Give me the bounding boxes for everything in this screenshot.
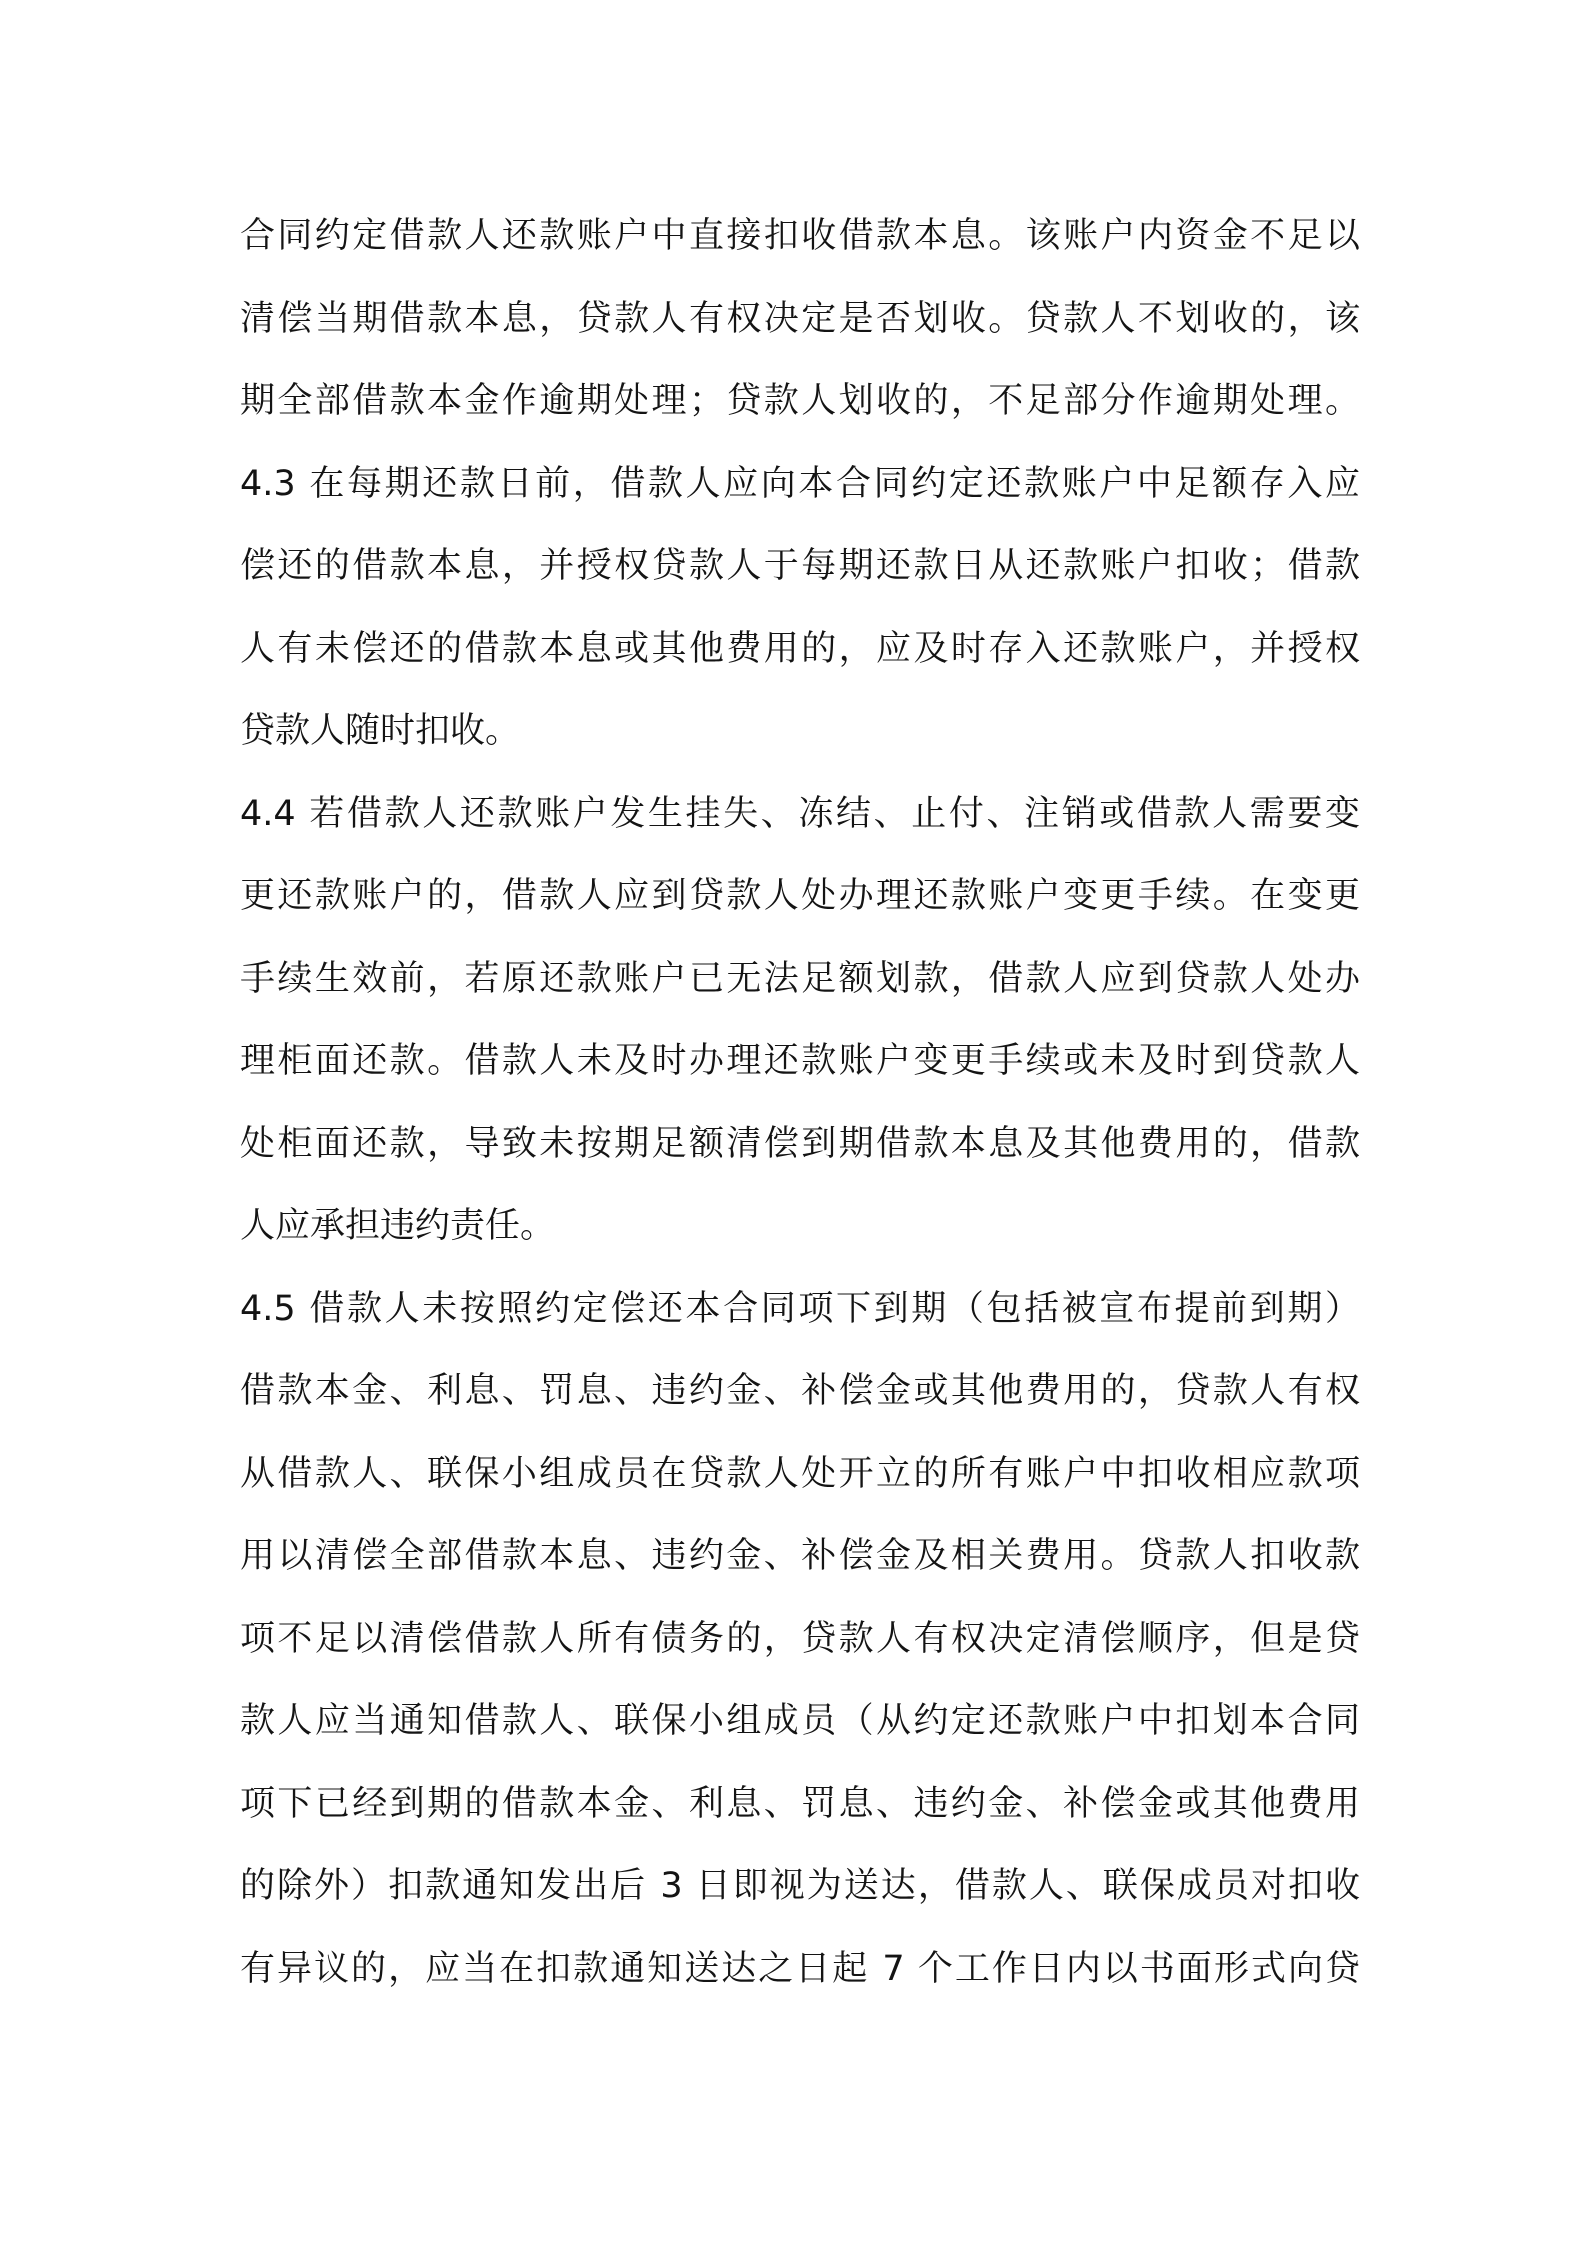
- text-line: 的除外）扣款通知发出后 3 日即视为送达，借款人、联保成员对扣收: [240, 1866, 1360, 1906]
- text-line: 清偿当期借款本息，贷款人有权决定是否划收。贷款人不划收的，该: [240, 298, 1360, 339]
- text-line: 4.3 在每期还款日前，借款人应向本合同约定还款账户中足额存入应: [240, 463, 1360, 504]
- text-line: 从借款人、联保小组成员在贷款人处开立的所有账户中扣收相应款项: [240, 1453, 1360, 1494]
- text-line: 处柜面还款，导致未按期足额清偿到期借款本息及其他费用的，借款: [240, 1123, 1360, 1164]
- text-line: 4.5 借款人未按照约定偿还本合同项下到期（包括被宣布提前到期）: [240, 1288, 1360, 1329]
- text-line: 4.4 若借款人还款账户发生挂失、冻结、止付、注销或借款人需要变: [240, 793, 1360, 834]
- text-line: 偿还的借款本息，并授权贷款人于每期还款日从还款账户扣收；借款: [240, 546, 1360, 586]
- text-line: 人应承担违约责任。: [240, 1206, 556, 1246]
- text-line: 期全部借款本金作逾期处理；贷款人划收的，不足部分作逾期处理。: [240, 381, 1360, 421]
- text-line: 理柜面还款。借款人未及时办理还款账户变更手续或未及时到贷款人: [240, 1041, 1360, 1081]
- document-page: [240, 195, 1360, 2010]
- text-line: 借款本金、利息、罚息、违约金、补偿金或其他费用的，贷款人有权: [240, 1371, 1360, 1411]
- text-line: 用以清偿全部借款本息、违约金、补偿金及相关费用。贷款人扣收款: [240, 1536, 1360, 1576]
- text-line: 项不足以清偿借款人所有债务的，贷款人有权决定清偿顺序，但是贷: [240, 1618, 1360, 1659]
- text-line: 更还款账户的，借款人应到贷款人处办理还款账户变更手续。在变更: [240, 876, 1360, 916]
- text-line: 款人应当通知借款人、联保小组成员（从约定还款账户中扣划本合同: [240, 1701, 1360, 1741]
- text-line: 手续生效前，若原还款账户已无法足额划款，借款人应到贷款人处办: [240, 958, 1360, 999]
- text-line: 合同约定借款人还款账户中直接扣收借款本息。该账户内资金不足以: [240, 216, 1360, 256]
- text-line: 贷款人随时扣收。: [240, 711, 521, 751]
- text-line: 人有未偿还的借款本息或其他费用的，应及时存入还款账户，并授权: [240, 628, 1360, 669]
- text-line: 项下已经到期的借款本金、利息、罚息、违约金、补偿金或其他费用: [240, 1783, 1360, 1824]
- text-line: 有异议的，应当在扣款通知送达之日起 7 个工作日内以书面形式向贷: [240, 1948, 1360, 1989]
